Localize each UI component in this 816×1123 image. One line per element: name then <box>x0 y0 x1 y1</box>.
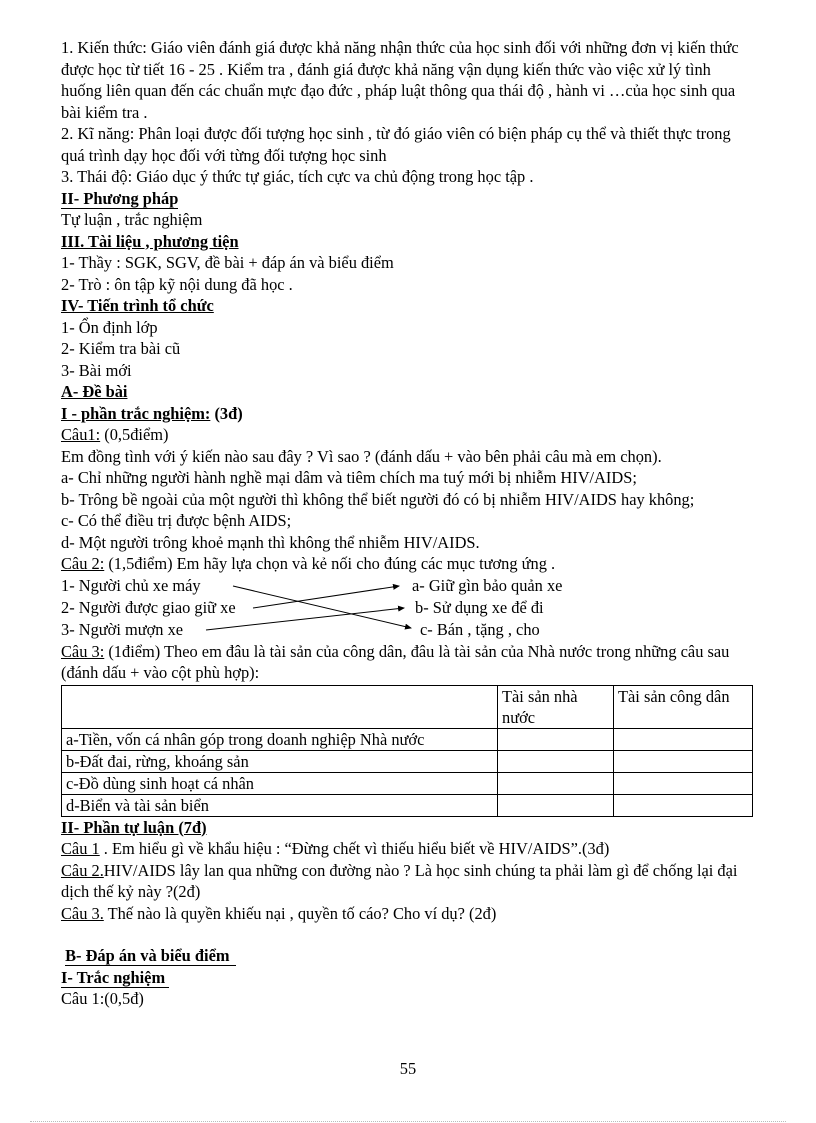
spacer <box>61 924 751 945</box>
match-left-item: 3- Người mượn xe <box>61 619 184 639</box>
q3-prompt: Câu 3: (1điểm) Theo em đâu là tài sản của công dân, đâu là tài sản của Nhà nước trong những câu sau (đánh dấu + vào cột phù hợp): <box>61 641 730 682</box>
table-cell-citizen <box>614 728 753 750</box>
table-header-cell <box>62 685 498 728</box>
objective-skills: 2. Kĩ năng: Phân loại được đối tượng học sinh , từ đó giáo viên có biện pháp cụ thể và thiết thực trong quá trình dạy học đối với từng đối tượng học sinh <box>61 124 731 165</box>
page-bottom-divider <box>30 1121 786 1122</box>
objective-attitude: 3. Thái độ: Giáo dục ý thức tự giác, tích cực va chủ động trong học tập . <box>61 167 534 186</box>
match-left-item: 1- Người chủ xe máy <box>61 575 201 595</box>
table-row <box>62 772 753 794</box>
process-step: 1- Ổn định lớp <box>61 317 158 337</box>
exam-heading: A- Đề bài <box>61 382 128 401</box>
q1-option: c- Có thể điều trị được bệnh AIDS; <box>61 511 292 530</box>
q1-label: Câu1: (0,5điểm) <box>61 425 169 444</box>
table-cell-citizen <box>614 794 753 816</box>
process-step: 3- Bài mới <box>61 360 132 380</box>
essay-question-1: Câu 1 . Em hiểu gì về khẩu hiệu : “Đừng chết vì thiếu hiểu biết về HIV/AIDS”.(3đ) <box>61 839 610 858</box>
process-step: 2- Kiểm tra bài cũ <box>61 339 181 358</box>
process-heading: IV- Tiến trình tổ chức <box>61 296 214 315</box>
assets-table <box>61 685 753 817</box>
match-right-item: c- Bán , tặng , cho <box>420 619 540 639</box>
table-header-state: Tài sản nhà nước <box>498 685 614 728</box>
q1-option: a- Chỉ những người hành nghề mại dâm và tiêm chích ma tuý mới bị nhiễm HIV/AIDS; <box>61 468 637 487</box>
answers-q1: Câu 1:(0,5đ) <box>61 989 144 1008</box>
connector-line <box>253 586 399 608</box>
table-cell-state <box>498 728 614 750</box>
table-row-label: b-Đất đai, rừng, khoáng sản <box>62 750 498 772</box>
q2-matching <box>61 575 751 641</box>
q1-prompt: Em đồng tình với ý kiến nào sau đây ? Vì sao ? (đánh dấu + vào bên phải câu mà em chọn). <box>61 446 662 466</box>
part2-heading: II- Phần tự luận (7đ) <box>61 817 207 837</box>
table-header-row <box>62 685 753 728</box>
answers-heading: B- Đáp án và biểu điểm <box>61 945 751 967</box>
q1-option: b- Trông bề ngoài của một người thì không thể biết người đó có bị nhiễm HIV/AIDS hay không; <box>61 489 695 509</box>
q2-prompt: Câu 2: (1,5điểm) Em hãy lựa chọn và kẻ nối cho đúng các mục tương ứng . <box>61 554 556 573</box>
match-right-item: b- Sử dụng xe để đi <box>415 597 544 617</box>
match-right-item: a- Giữ gìn bảo quản xe <box>412 575 563 595</box>
materials-student: 2- Trò : ôn tập kỹ nội dung đã học . <box>61 274 293 294</box>
table-cell-state <box>498 794 614 816</box>
page-number: 55 <box>399 1059 417 1078</box>
essay-question-3: Câu 3. Thế nào là quyền khiếu nại , quyền tố cáo? Cho ví dụ? (2đ) <box>61 903 497 923</box>
method-text: Tự luận , trắc nghiệm <box>61 210 203 229</box>
table-row <box>62 750 753 772</box>
document-page <box>61 37 751 1010</box>
table-header-citizen: Tài sản công dân <box>614 685 753 728</box>
materials-teacher: 1- Thầy : SGK, SGV, đề bài + đáp án và biểu điểm <box>61 253 394 272</box>
table-cell-state <box>498 750 614 772</box>
table-row-label: c-Đồ dùng sinh hoạt cá nhân <box>62 772 498 794</box>
table-row <box>62 794 753 816</box>
match-left-item: 2- Người được giao giữ xe <box>61 597 236 617</box>
answers-part1-heading: I- Trắc nghiệm <box>61 967 751 989</box>
objective-knowledge: 1. Kiến thức: Giáo viên đánh giá được khả năng nhận thức của học sinh đối với những đơn vị kiến thức được học từ tiết 16 - 25 . Kiểm tra , đánh giá được khả năng vận dụng kiến thức vào việc xử lý tình huống liên quan đến các chuẩn mực đạo đức , pháp luật thông qua thái độ , hành vi …của học sinh qua bài kiểm tra . <box>61 38 739 122</box>
part1-heading: I - phần trắc nghiệm: (3đ) <box>61 403 243 423</box>
table-row <box>62 728 753 750</box>
table-cell-state <box>498 772 614 794</box>
method-heading: II- Phương pháp <box>61 188 179 208</box>
table-row-label: a-Tiền, vốn cá nhân góp trong doanh nghiệp Nhà nước <box>62 728 498 750</box>
table-cell-citizen <box>614 772 753 794</box>
materials-heading: III. Tài liệu , phương tiện <box>61 231 239 251</box>
table-row-label: d-Biển và tài sản biển <box>62 794 498 816</box>
table-cell-citizen <box>614 750 753 772</box>
q1-option: d- Một người trông khoẻ mạnh thì không thể nhiễm HIV/AIDS. <box>61 532 480 552</box>
essay-question-2: Câu 2.HIV/AIDS lây lan qua những con đường nào ? Là học sinh chúng ta phải làm gì để chống lại đại dịch thế kỷ này ?(2đ) <box>61 860 738 901</box>
